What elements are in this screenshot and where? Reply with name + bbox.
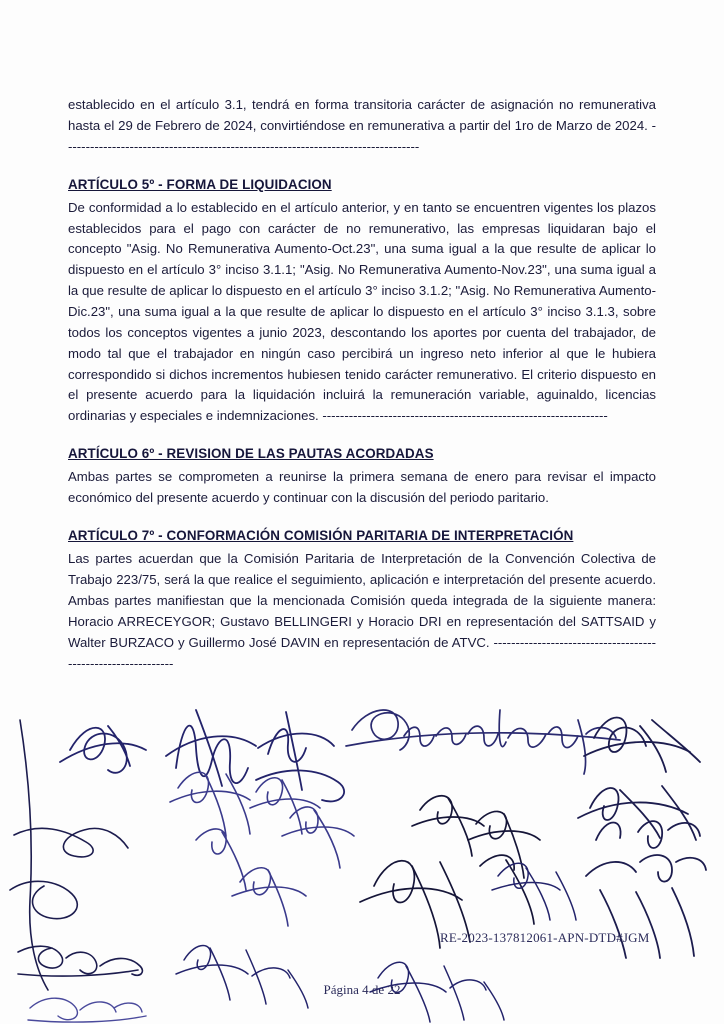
heading-articulo-6: ARTÍCULO 6º - REVISION DE LAS PAUTAS ACORDADAS [68,446,434,462]
page-number: Página 4 de 22 [323,982,401,997]
article-7-block [68,525,656,674]
signatures-area [0,690,724,1024]
paragraph-continuation: establecido en el artículo 3.1, tendrá en forma transitoria carácter de asignación no remunerativa hasta el 29 de Febrero de 2024, convirtiéndose en remunerativa a partir del 1ro de Marzo de 2024. --------------------------------------------------------------------------------- [68,97,656,154]
heading-articulo-7: ARTÍCULO 7º - CONFORMACIÓN COMISIÓN PARITARIA DE INTERPRETACIÓN [68,528,574,544]
article-5-block [68,174,656,428]
heading-articulo-5: ARTÍCULO 5º - FORMA DE LIQUIDACION [68,176,332,192]
document-text-body [68,95,656,674]
paragraph-block-continuation [68,95,656,158]
paragraph-articulo-5: De conformidad a lo establecido en el artículo anterior, y en tanto se encuentren vigentes los plazos establecidos para el pago con carácter de no remunerativo, las empresas liquidaran bajo el concepto "Asig. No Remunerativa Aumento-Oct.23", una suma igual a la que resulte de aplicar lo dispuesto en el artículo 3° inciso 3.1.1; "Asig. No Remunerativa Aumento-Nov.23", una suma igual a la que resulte de aplicar lo dispuesto en el artículo 3° inciso 3.1.2; "Asig. No Remunerativa Aumento-Dic.23", una suma igual a la que resulte de aplicar lo dispuesto en el artículo 3° inciso 3.1.3, sobre todos los conceptos vigentes a junio 2023, descontando los aportes por cuenta del trabajador, de modo tal que el trabajador en ningún caso percibirá un ingreso neto inferior al que le hubiera correspondido si dichos incrementos hubiesen tenido carácter remunerativo. El criterio dispuesto en el presente acuerdo para la liquidación incluirá la remuneración variable, aguinaldo, licencias ordinarias y especiales e indemnizaciones. ----------------------------------------------------------------- [68,199,656,424]
paragraph-articulo-6: Ambas partes se comprometen a reunirse la primera semana de enero para revisar el impacto económico del presente acuerdo y continuar con la discusión del periodo paritario. [68,469,656,506]
article-6-block [68,443,656,509]
paragraph-articulo-7: Las partes acuerdan que la Comisión Paritaria de Interpretación de la Convención Colectiva de Trabajo 223/75, será la que realice el seguimiento, aplicación e interpretación del presente acuerdo. Ambas partes manifiestan que la mencionada Comisión queda integrada de la siguiente manera: Horacio ARRECEYGOR; Gustavo BELLINGERI y Horacio DRI en representación del SATTSAID y Walter BURZACO y Guillermo José DAVIN en representación de ATVC. ------------------------------------------------------------- [68,551,656,671]
handwritten-signatures-icon [0,690,724,1024]
reference-stamp: RE-2023-137812061-APN-DTD#JGM [440,930,650,945]
